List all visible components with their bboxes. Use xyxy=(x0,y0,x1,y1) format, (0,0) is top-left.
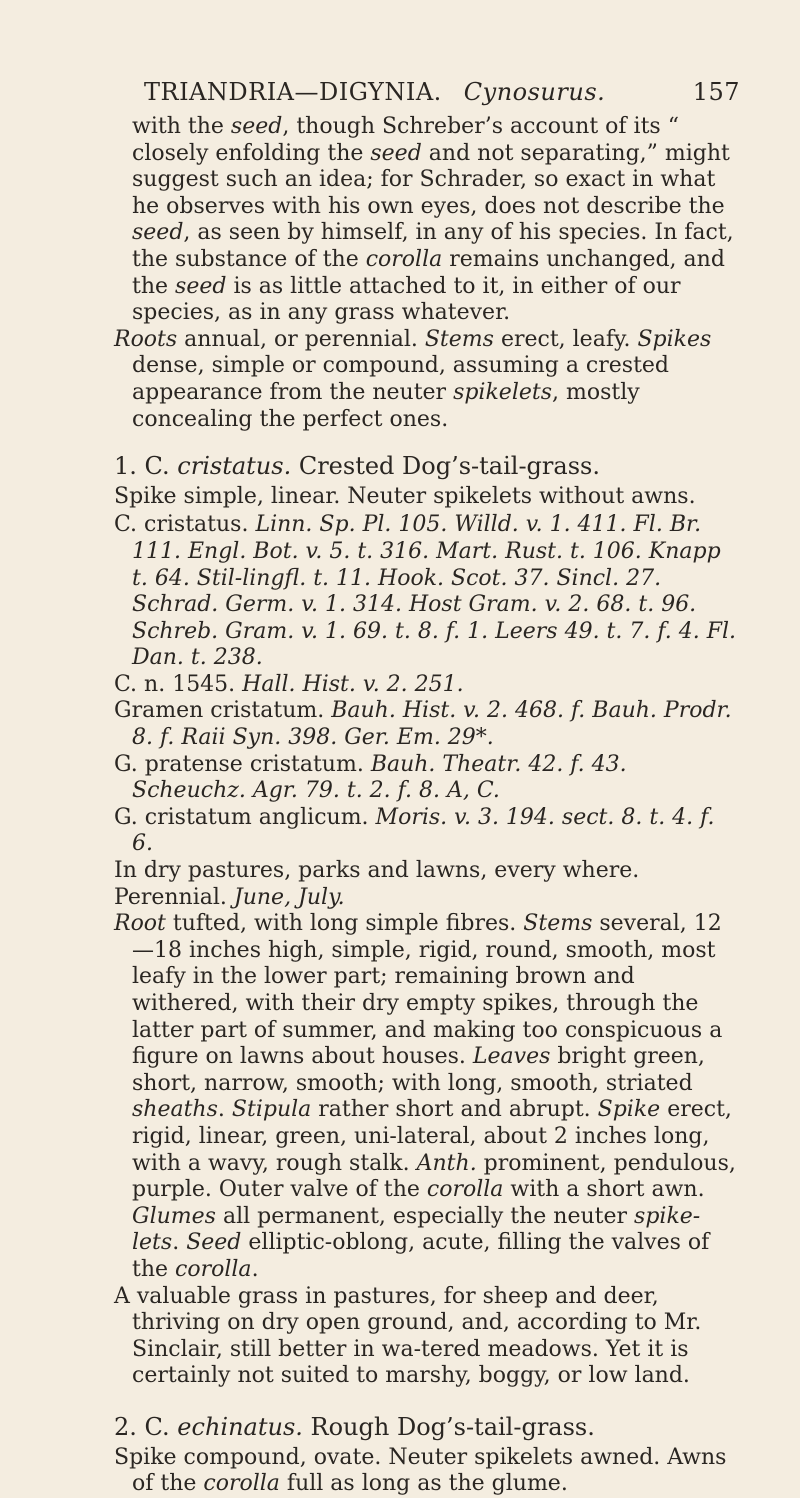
species-2-diagnosis: Spike compound, ovate. Neuter spikelets awned. Awns of the corolla full as long as the glume. xyxy=(114,1444,727,1497)
species-1-flowering: Perennial. June, July. xyxy=(114,884,345,910)
page-number: 157 xyxy=(692,78,740,106)
running-head-section: TRIANDRIA—DIGYNIA. xyxy=(144,78,442,106)
species-1-uses: A valuable grass in pastures, for sheep and deer, thriving on dry open ground, and, according to Mr. Sinclair, still better in wa-tered meadows. Yet it is certainly not suited to marshy, boggy, or low land. xyxy=(114,1283,702,1389)
intro-paragraph-continued: with the seed, though Schreber’s account of its “ closely enfolding the seed and not separating,” might suggest such an idea; for Schrader, so exact in what he observes with his own eyes, does not describe the seed, as seen by himself, in any of his species. In fact, the substance of the corolla remains unchanged, and the seed is as little attached to it, in either of our species, as in any grass whatever. xyxy=(132,114,734,326)
species-1-synonym: C. n. 1545. Hall. Hist. v. 2. 251. xyxy=(114,671,464,697)
species-2-heading: 2. C. echinatus. Rough Dog’s-tail-grass. xyxy=(114,1412,595,1441)
genus-character-paragraph: Roots annual, or perennial. Stems erect, leafy. Spikes dense, simple or compound, assuming a crested appearance from the neuter spikelets, mostly concealing the perfect ones. xyxy=(114,326,712,432)
species-1-synonym: C. cristatus. Linn. Sp. Pl. 105. Willd. v. 1. 411. Fl. Br. 111. Engl. Bot. v. 5. t. 316. Mart. Rust. t. 106. Knapp t. 64. Stil-lingfl. t. 11. Hook. Scot. 37. Sincl. 27. Schrad. Germ. v. 1. 314. Host Gram. v. 2. 68. t. 96. Schreb. Gram. v. 1. 69. t. 8. f. 1. Leers 49. t. 7. f. 4. Fl. Dan. t. 238. xyxy=(114,512,736,671)
species-1-diagnosis: Spike simple, linear. Neuter spikelets without awns. xyxy=(114,483,696,509)
species-1-description: Root tufted, with long simple fibres. Stems several, 12—18 inches high, simple, rigid, round, smooth, most leafy in the lower part; remaining brown and withered, with their dry empty spikes, through the latter part of summer, and making too conspicuous a figure on lawns about houses. Leaves bright green, short, narrow, smooth; with long, smooth, striated sheaths. Stipula rather short and abrupt. Spike erect, rigid, linear, green, uni-lateral, about 2 inches long, with a wavy, rough stalk. Anth. prominent, pendulous, purple. Outer valve of the corolla with a short awn. Glumes all permanent, especially the neuter spike-lets. Seed elliptic-oblong, acute, filling the valves of the corolla. xyxy=(114,911,736,1282)
species-1-heading: 1. C. cristatus. Crested Dog’s-tail-grass. xyxy=(114,452,600,481)
species-1-synonym: Gramen cristatum. Bauh. Hist. v. 2. 468. f. Bauh. Prodr. 8. f. Raii Syn. 398. Ger. Em. 29*. xyxy=(114,698,732,751)
running-head-genus: Cynosurus. xyxy=(463,78,606,106)
species-1-synonym: G. cristatum anglicum. Moris. v. 3. 194. sect. 8. t. 4. f. 6. xyxy=(114,804,715,857)
species-1-habitat: In dry pastures, parks and lawns, every where. xyxy=(114,858,640,884)
species-1-synonym: G. pratense cristatum. Bauh. Theatr. 42. f. 43. Scheuchz. Agr. 79. t. 2. f. 8. A, C. xyxy=(114,751,627,804)
running-head xyxy=(114,78,740,106)
